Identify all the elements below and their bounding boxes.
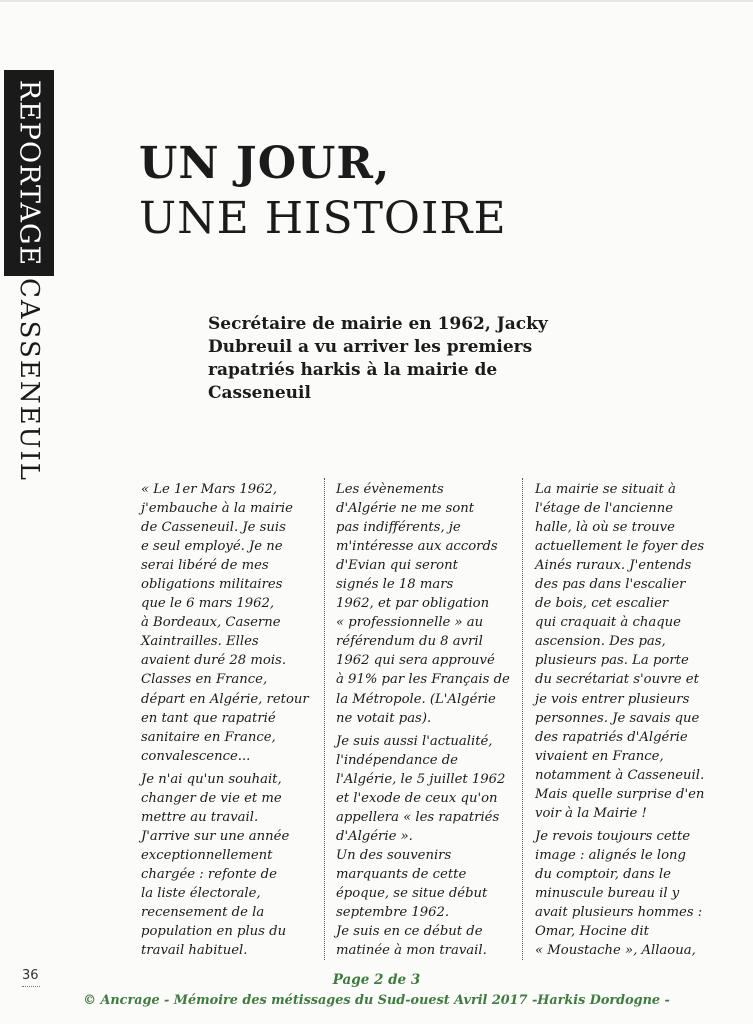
column-2-paragraph-1: Les évènements d'Algérie ne me sont pas indifférents, je m'intéresse aux accords d'Evian qui seront signés le 18 mars 1962, et par obligation « professionnelle » au référendum du 8 avril 1962 qui sera approuvé à 91% par les Français de la Métropole. (L'Algérie ne votait pas). <box>336 482 510 726</box>
headline-line-1: UN JOUR, <box>139 138 391 189</box>
article-column-3 <box>535 480 740 964</box>
column-divider-1 <box>324 478 325 960</box>
article-column-1 <box>141 480 316 964</box>
page-number: 36 <box>22 968 39 983</box>
section-tab-label: REPORTAGE <box>13 79 45 267</box>
location-tab-casseneuil <box>4 278 54 482</box>
lead-paragraph: Secrétaire de mairie en 1962, Jacky Dubreuil a vu arriver les premiers rapatriés harkis à la mairie de Casseneuil <box>208 314 548 403</box>
column-3-paragraph-1: La mairie se situait à l'étage de l'ancienne halle, là où se trouve actuellement le foyer des Ainés ruraux. J'entends des pas dans l'escalier de bois, cet escalier qui craquait à chaque ascension. Des pas, plusieurs pas. La porte du secrétariat s'ouvre et je vois entrer plusieurs personnes. Je savais que des rapatriés d'Algérie vivaient en France, notamment à Casseneuil. Mais quelle surprise d'en voir à la Mairie ! <box>535 482 705 821</box>
column-1-paragraph-2: Je n'ai qu'un souhait, changer de vie et me mettre au travail. J'arrive sur une année exceptionnellement chargée : refonte de la liste électorale, recensement de la population en plus du travail habituel. <box>141 771 290 959</box>
column-2-paragraph-2: Je suis aussi l'actualité, l'indépendance de l'Algérie, le 5 juillet 1962 et l'exode de ceux qu'on appellera « les rapatriés d'Algérie ». Un des souvenirs marquants de cette époque, se situe début septembre 1962. Je suis en ce début de matinée à mon travail. <box>336 733 506 959</box>
column-1-paragraph-1: « Le 1er Mars 1962, j'embauche à la mairie de Casseneuil. Je suis e seul employé. Je ne serai libéré de mes obligations militaires que le 6 mars 1962, à Bordeaux, Caserne Xaintrailles. Elles avaient duré 28 mois. Classes en France, départ en Algérie, retour en tant que rapatrié sanitaire en France, convalescence... <box>141 482 309 764</box>
column-divider-2 <box>522 478 523 960</box>
headline-line-2: UNE HISTOIRE <box>139 193 507 244</box>
page-indicator: Page 2 de 3 <box>332 972 421 988</box>
section-tab-reportage <box>4 70 54 276</box>
column-3-paragraph-2: Je revois toujours cette image : alignés le long du comptoir, dans le minuscule bureau il y avait plusieurs hommes : Omar, Hocine dit « Moustache », Allaoua, <box>535 828 703 959</box>
location-tab-label: CASSENEUIL <box>14 278 44 482</box>
footer-credit: © Ancrage - Mémoire des métissages du Sud-ouest Avril 2017 -Harkis Dordogne - <box>83 993 670 1008</box>
top-border <box>0 0 753 2</box>
article-column-2 <box>336 480 511 964</box>
